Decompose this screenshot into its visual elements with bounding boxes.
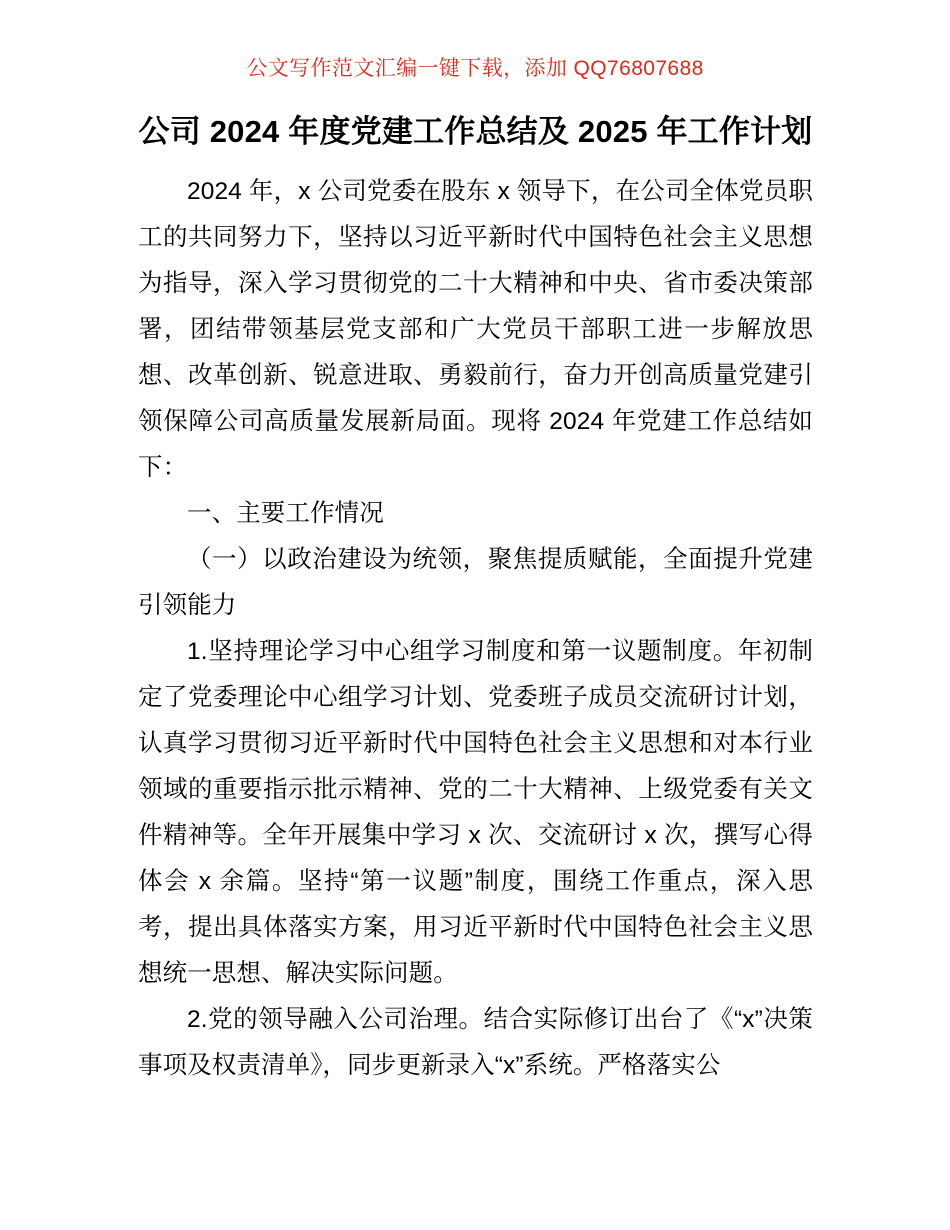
paragraph-item-1: 1.坚持理论学习中心组学习制度和第一议题制度。年初制定了党委理论中心组学习计划、党委班子成员交流研讨计划，认真学习贯彻习近平新时代中国特色社会主义思想和对本行业领域的重要指示批示精神、党的二十大精神、上级党委有关文件精神等。全年开展集中学习 x 次、交流研讨 x 次，撰写心得体会 x 余篇。坚持“第一议题”制度，围绕工作重点，深入思考，提出具体落实方案，用习近平新时代中国特色社会主义思想统一思想、解决实际问题。 [138, 638, 813, 987]
document-title: 公司 2024 年度党建工作总结及 2025 年工作计划 [138, 114, 813, 149]
heading-subsection-1-1: （一）以政治建设为统领，聚焦提质赋能，全面提升党建引领能力 [138, 546, 813, 619]
heading-section-1: 一、主要工作情况 [187, 500, 384, 527]
paragraph-intro: 2024 年，x 公司党委在股东 x 领导下，在公司全体党员职工的共同努力下，坚持以习近平新时代中国特色社会主义思想为指导，深入学习贯彻党的二十大精神和中央、省市委决策部署，团结带领基层党支部和广大党员干部职工进一步解放思想、改革创新、锐意进取、勇毅前行，奋力开创高质量党建引领保障公司高质量发展新局面。现将 2024 年党建工作总结如下： [138, 178, 813, 481]
paragraph-item-2: 2.党的领导融入公司治理。结合实际修订出台了《“x”决策事项及权责清单》，同步更新录入“x”系统。严格落实公 [138, 1006, 813, 1079]
document-body [138, 108, 813, 1089]
promo-header-text: 公文写作范文汇编一键下载，添加 QQ76807688 [246, 57, 704, 80]
